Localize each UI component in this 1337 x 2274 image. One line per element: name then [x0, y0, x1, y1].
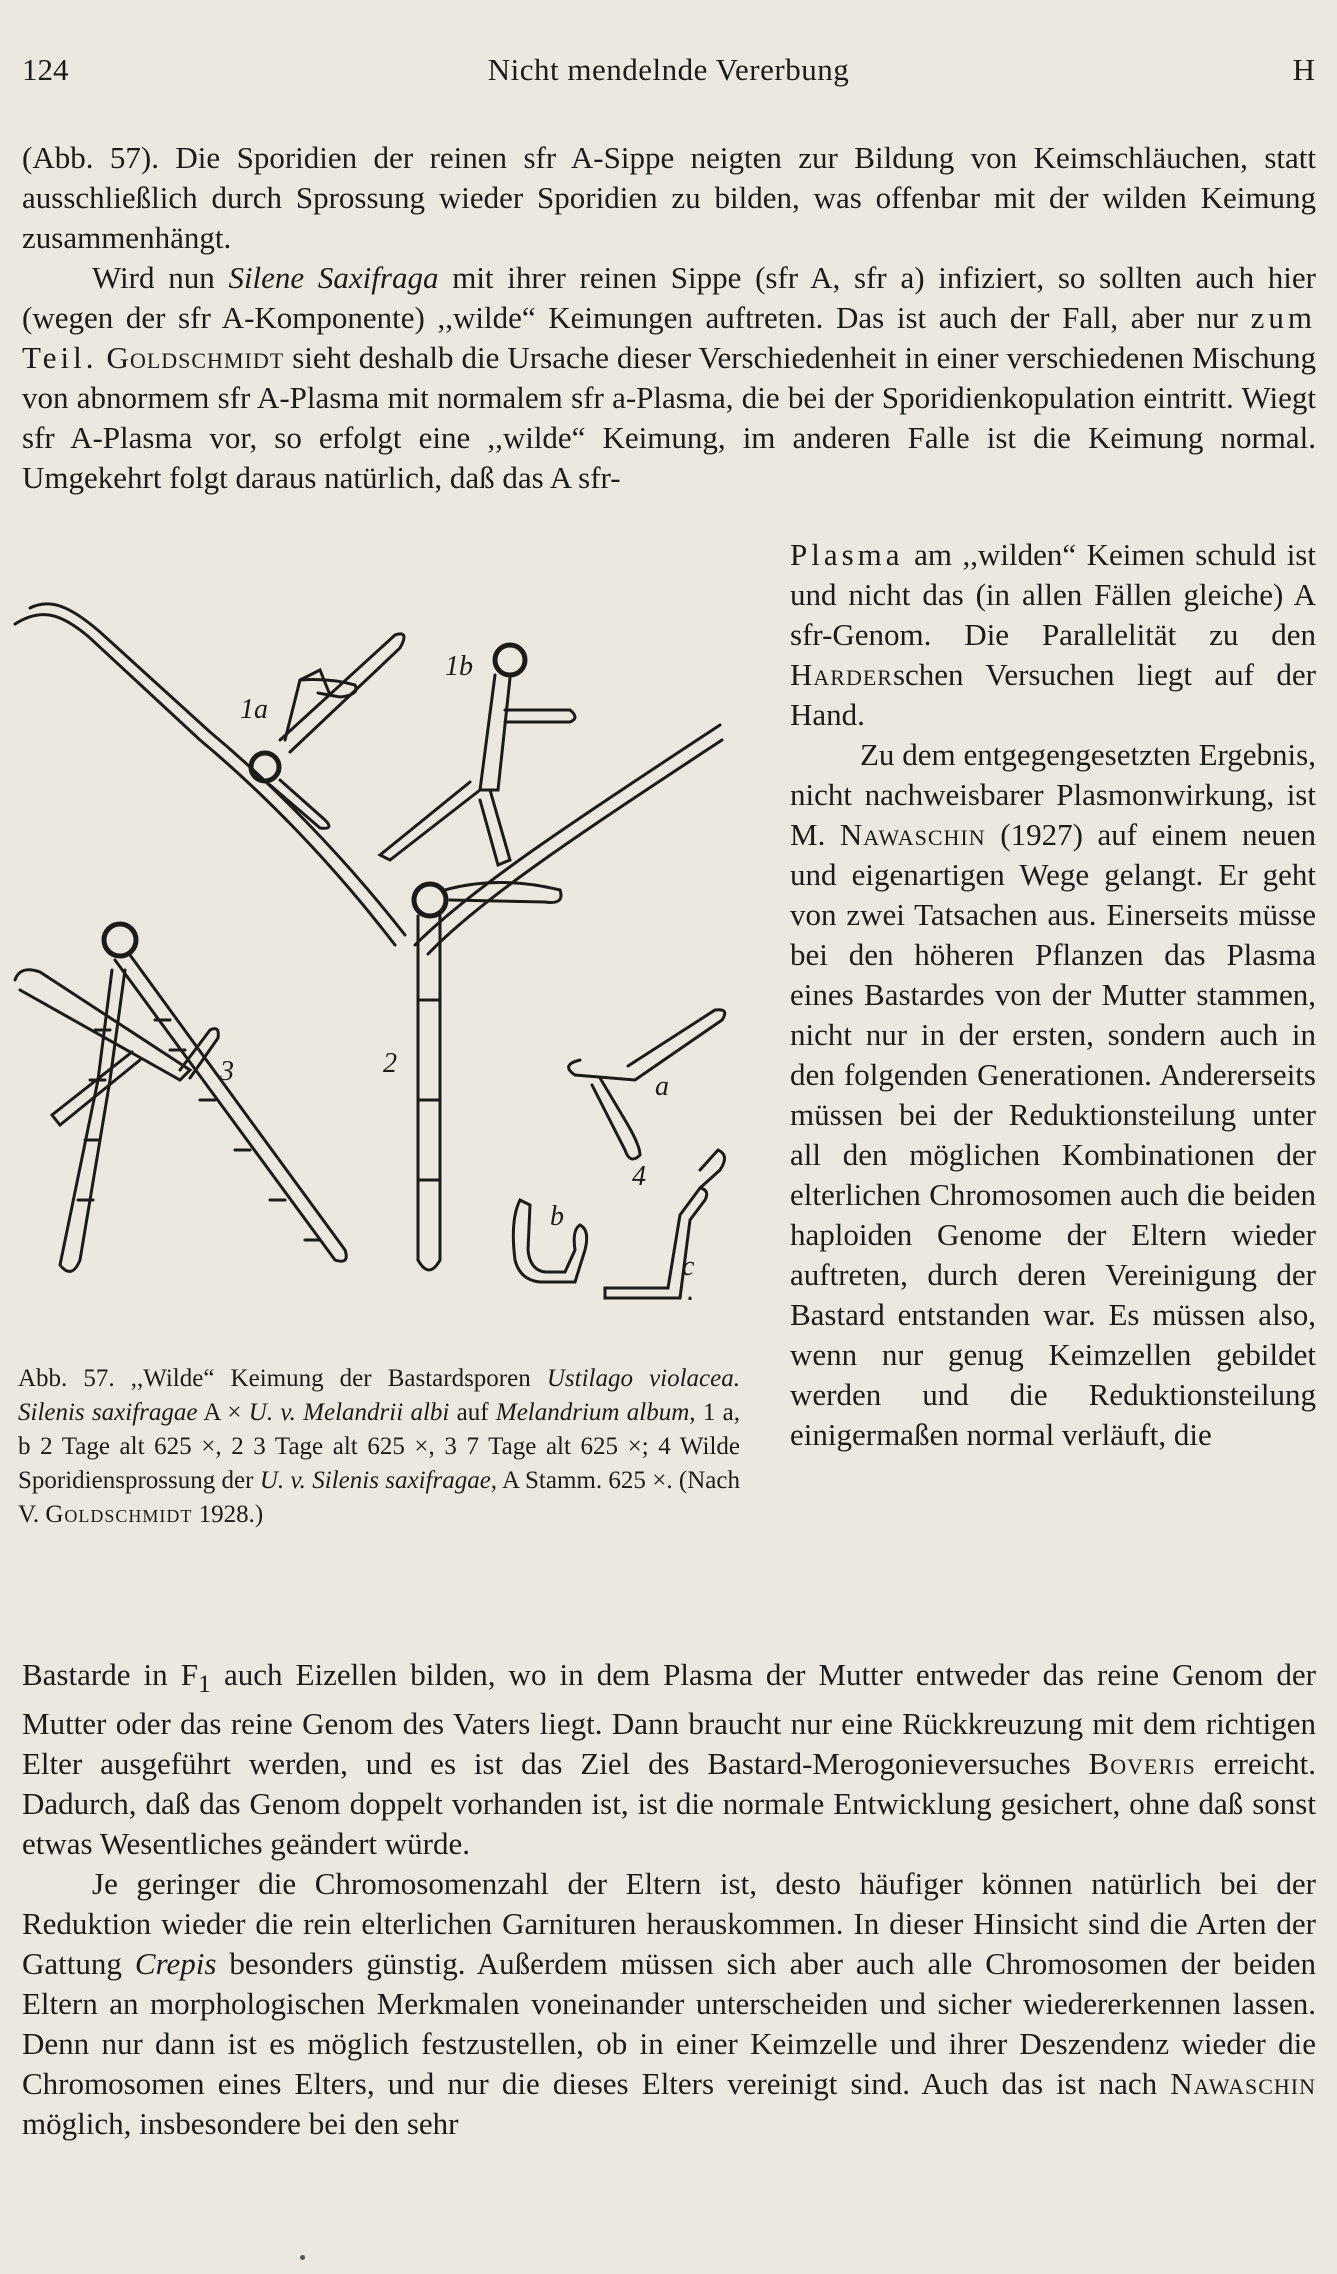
spore-germination-drawing [0, 560, 770, 1300]
author-name: Nawaschin [1170, 2066, 1316, 2102]
paragraph: Zu dem entgegengesetzten Ergebnis, nicht nachweisbarer Plasmonwirkung, ist M. Nawaschin (1927) auf einem neuen und eigenartigen Wege gelangt. Er geht von zwei Tatsachen aus. Einerseits müsse bei den höheren Pflanzen das Plasma eines Bastardes von der Mutter stammen, nicht nur in der ersten, sondern auch in den folgenden Generationen. Andererseits müssen bei der Reduktionsteilung unter all den möglichen Kombinationen der elterlichen Chromosomen auch die beiden haploiden Genome der Eltern wieder auftreten, durch deren Vereinigung der Bastard entstanden war. Es müssen also, wenn nur genug Keimzellen gebildet werden und die Reduktionsteilung einigermaßen normal verläuft, die [790, 737, 1316, 1452]
label-1b: 1b [445, 651, 473, 682]
label-2: 2 [383, 1048, 397, 1079]
page-speck [300, 2255, 305, 2260]
paragraph: Plasma am ,,wilden“ Keimen schuld ist und nicht das (in allen Fällen gleiche) A sfr-Genom. Die Parallelität zu den Harderschen Versuchen liegt auf der Hand. [790, 537, 1316, 732]
bottom-text-block [22, 1655, 1316, 2144]
paragraph: (Abb. 57). Die Sporidien der reinen sfr A-Sippe neigten zur Bildung von Keimschläuchen, statt ausschließlich durch Sprossung wieder Sporidien zu bilden, was offenbar mit der wilden Keimung zusammenhängt. [22, 140, 1316, 255]
author-name: Harder [790, 657, 893, 692]
sprout-4a [569, 1010, 725, 1080]
hypha-2-left-outer [30, 604, 405, 935]
species-name: Silene Saxifraga [228, 260, 439, 295]
page-number: 124 [22, 52, 69, 87]
label-b: b [550, 1201, 564, 1232]
hypha-1a-upper [280, 634, 404, 752]
spaced-text: zum Teil. [22, 300, 1316, 375]
paragraph: Wird nun Silene Saxifraga mit ihrer reinen Sippe (sfr A, sfr a) infiziert, so sollten auch hier (wegen der sfr A-Komponente) ,,wilde“ Keimungen auftreten. Das ist auch der Fall, aber nur zum Teil. Goldschmidt sieht deshalb die Ursache dieser Verschiedenheit in einer verschiedenen Mischung von abnormem sfr A-Plasma mit normalem sfr a-Plasma, die bei der Sporidienkopulation eintritt. Wiegt sfr A-Plasma vor, so erfolgt eine ,,wilde“ Keimung, im anderen Falle ist die Keimung normal. Umgekehrt folgt daraus natürlich, daß das A sfr- [22, 260, 1316, 495]
figure-caption: Abb. 57. ,,Wilde“ Keimung der Bastardsporen Ustilago violacea. Silenis saxifragae A × U. v. Melandrii albi auf Melandrium album, 1 a, b 2 Tage alt 625 ×, 2 3 Tage alt 625 ×, 3 7 Tage alt 625 ×; 4 Wilde Sporidiensprossung der U. v. Silenis saxifragae, A Stamm. 625 ×. (Nach V. Goldschmidt 1928.) [18, 1365, 740, 1528]
paragraph: Je geringer die Chromosomenzahl der Eltern ist, desto häufiger können natürlich bei der Reduktion wieder die rein elterlichen Garnituren herauskommen. In dieser Hinsicht sind die Arten der Gattung Crepis besonders günstig. Außerdem müssen sich aber auch alle Chromosomen der beiden Eltern an morphologischen Merkmalen voneinander unterscheiden und sicher wiedererkennen lassen. Denn nur dann ist es möglich festzustellen, ob in einer Keimzelle und ihrer Deszendenz wieder die Chromosomen eines Elters, und nur die dieses Elters vereinigt sind. Auch das ist nach Nawaschin möglich, insbesondere bei den sehr [22, 1866, 1316, 2142]
label-c: c [682, 1251, 695, 1282]
label-3: 3 [220, 1056, 234, 1087]
top-text-block [22, 138, 1316, 498]
spore-2 [414, 884, 446, 916]
paragraph: Bastarde in $F_1$ auch Eizellen bilden, wo in dem Plasma der Mutter entweder das reine Genom der Mutter oder das reine Genom des Vaters liegt. Dann braucht nur eine Rückkreuzung mit dem richtigen Elter ausgeführt werden, und es ist das Ziel des Bastard-Merogonieversuches Boveris erreicht. Dadurch, daß das Genom doppelt vorhanden ist, ist die normale Entwicklung gesichert, ohne daß sonst etwas Wesentliches geändert würde. [22, 1657, 1316, 1862]
label-a: a [655, 1071, 669, 1102]
running-header [22, 52, 1315, 92]
spore-3 [104, 924, 136, 956]
hypha-2-left [15, 615, 395, 945]
author-name: Boveris [1088, 1746, 1196, 1782]
spore-1b [495, 645, 525, 675]
author-name: Nawaschin [839, 817, 986, 852]
hypha-2-right-outer [428, 740, 722, 954]
hypha-2-right [415, 725, 720, 945]
label-4: 4 [632, 1161, 646, 1192]
genus-name: Crepis [134, 1946, 217, 1982]
side-text-column [790, 535, 1316, 1455]
label-1a: 1a [240, 694, 268, 725]
hypha-2-stem [418, 916, 440, 1260]
section-letter: H [1292, 52, 1315, 87]
author-name: Goldschmidt [97, 340, 285, 375]
running-title: Nicht mendelnde Vererbung [487, 52, 850, 87]
spore-1a [251, 753, 279, 781]
figure-57 [0, 560, 770, 1300]
